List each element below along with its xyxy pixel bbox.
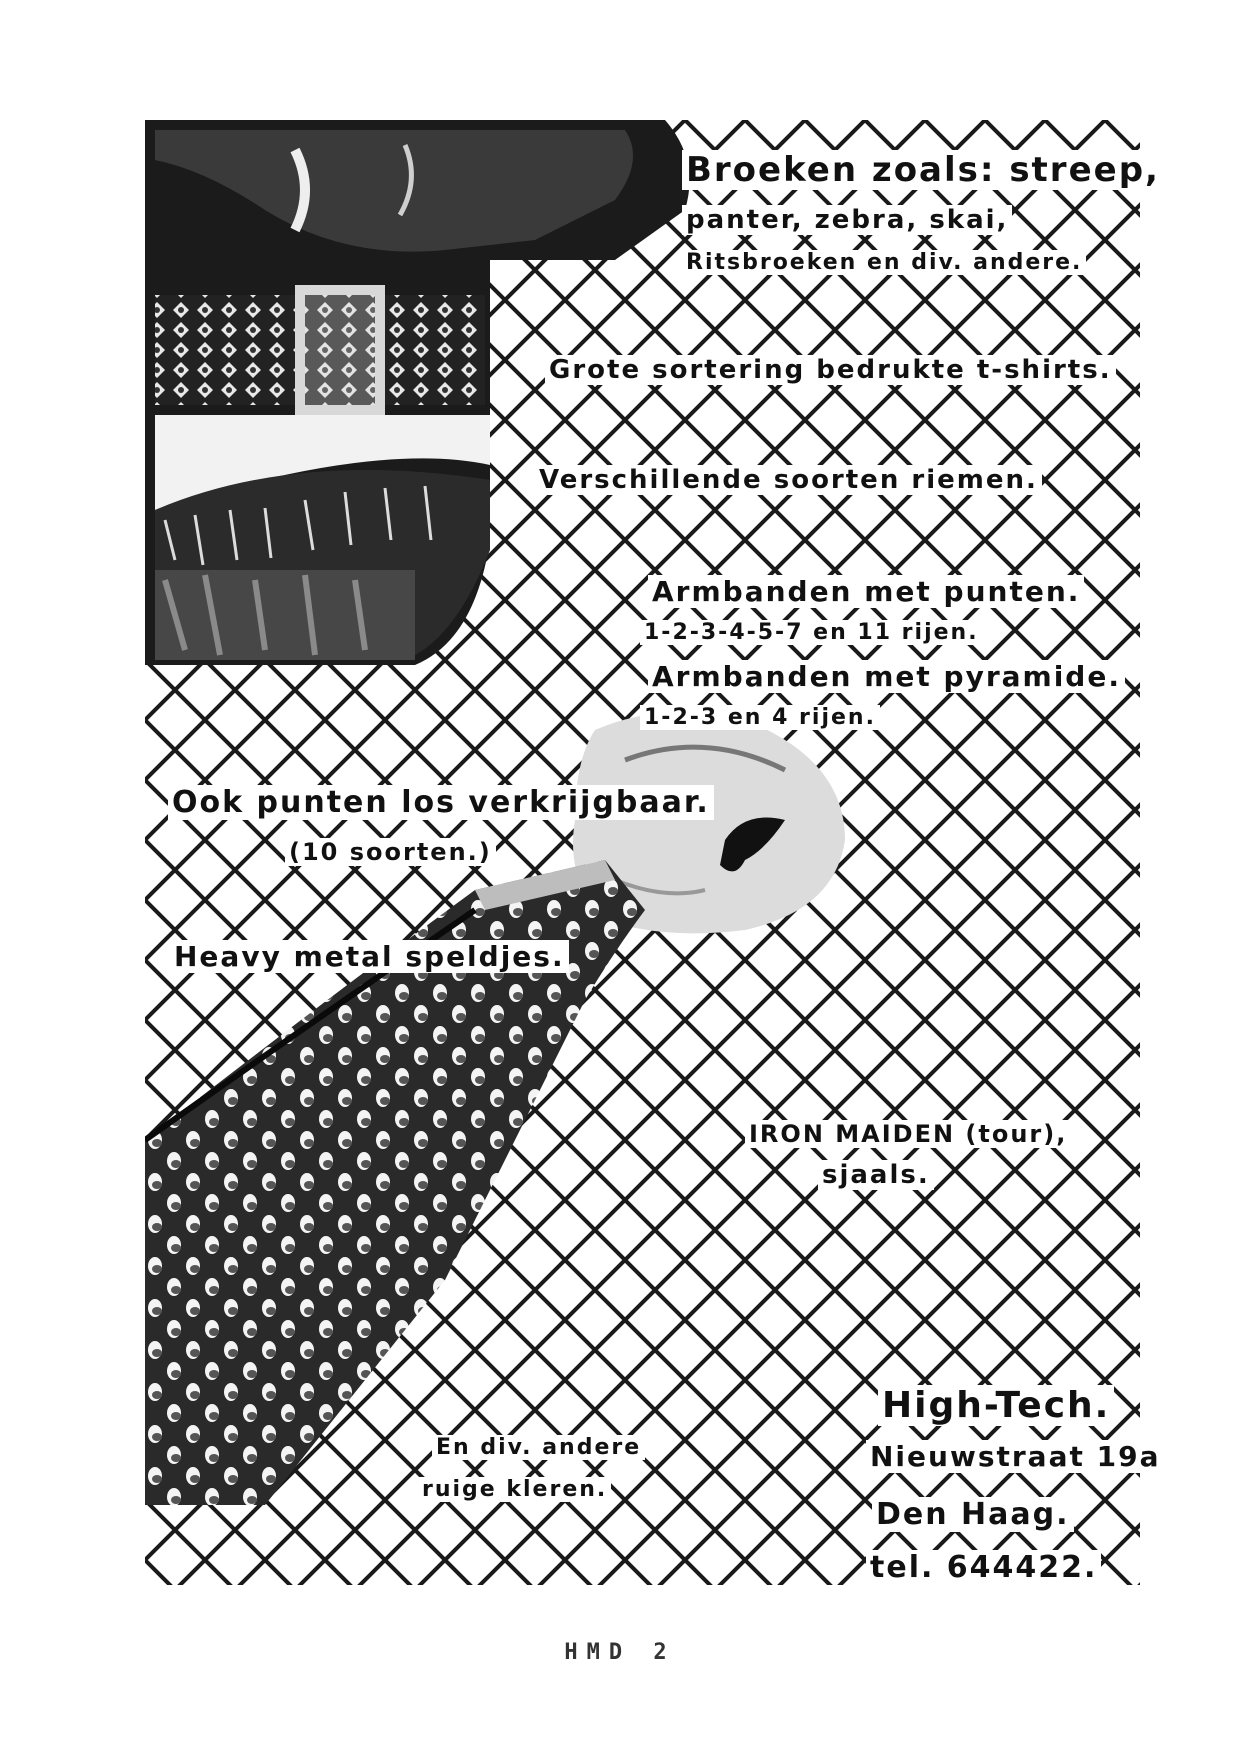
trousers-line-3: Ritsbroeken en div. andere. xyxy=(682,250,1086,275)
trousers-line-1: Broeken zoals: streep, xyxy=(682,150,1164,190)
bracelets-line-4: 1-2-3 en 4 rijen. xyxy=(640,705,880,730)
shop-city: Den Haag. xyxy=(872,1497,1074,1532)
scarves-line-2: sjaals. xyxy=(818,1160,934,1190)
tshirts-text: Grote sortering bedrukte t-shirts. xyxy=(545,355,1116,385)
bracelets-line-3: Armbanden met pyramide. xyxy=(648,660,1125,693)
shop-phone: tel. 644422. xyxy=(866,1550,1101,1585)
shop-name: High-Tech. xyxy=(878,1385,1114,1426)
scarves-line-1: IRON MAIDEN (tour), xyxy=(745,1120,1071,1148)
other-line-2: ruige kleren. xyxy=(418,1477,611,1502)
belts-text: Verschillende soorten riemen. xyxy=(535,465,1042,495)
other-line-1: En div. andere xyxy=(432,1435,645,1460)
shop-street: Nieuwstraat 19a xyxy=(866,1440,1164,1473)
studs-line-2: (10 soorten.) xyxy=(285,838,496,866)
trousers-line-2: panter, zebra, skai, xyxy=(682,205,1012,235)
page-label: HMD 2 xyxy=(564,1640,676,1665)
pins-text: Heavy metal speldjes. xyxy=(170,940,569,973)
bracelets-line-1: Armbanden met punten. xyxy=(648,575,1084,608)
bracelets-line-2: 1-2-3-4-5-7 en 11 rijen. xyxy=(640,620,983,645)
studs-line-1: Ook punten los verkrijgbaar. xyxy=(168,785,714,820)
